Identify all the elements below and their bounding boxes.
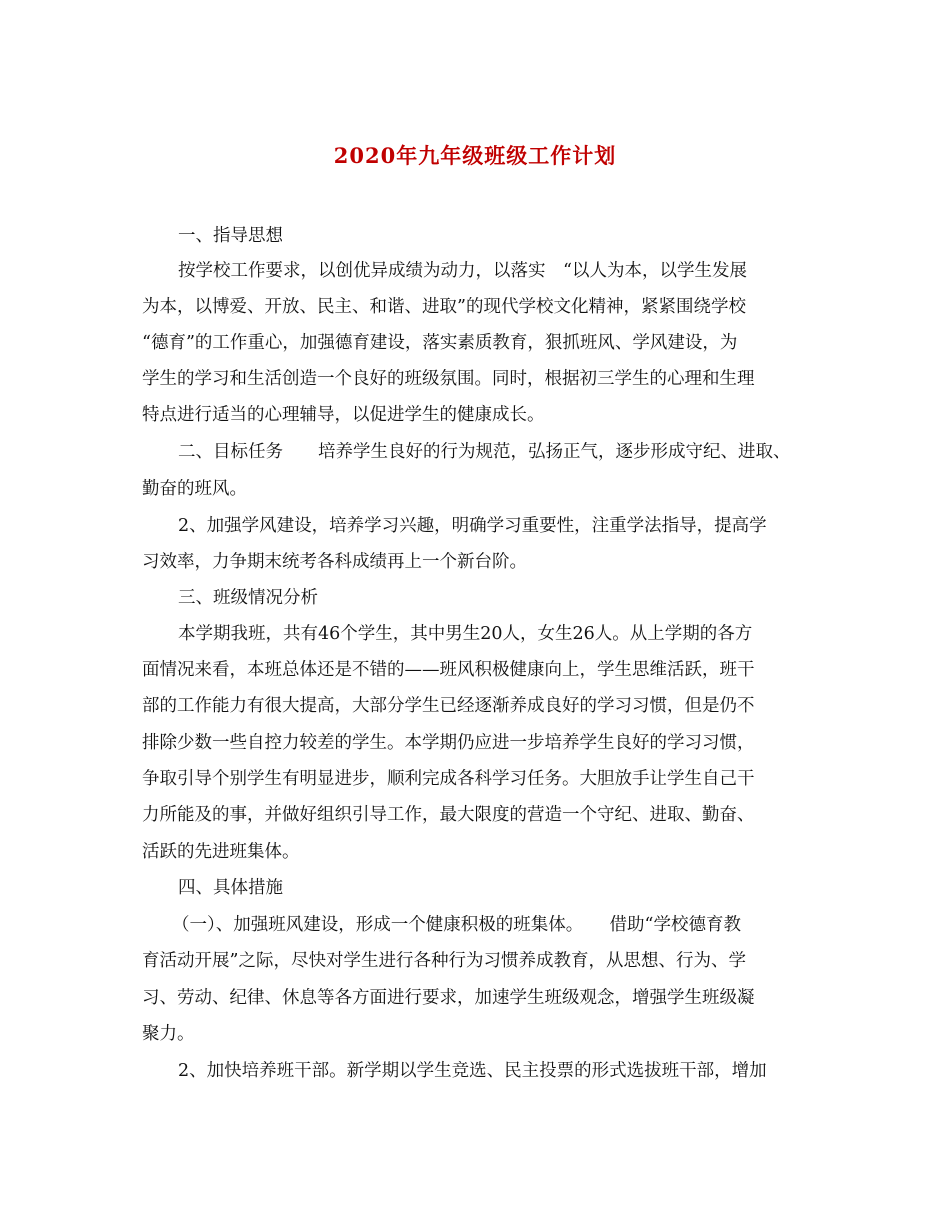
text-line: 本学期我班，共有46个学生，其中男生20人，女生26人。从上学期的各方 [178,624,753,644]
text-line: 聚力。 [142,1024,195,1044]
text-line: 一、指导思想 [178,226,283,246]
text-line: 活跃的先进班集体。 [142,842,300,862]
text-line: 特点进行适当的心理辅导，以促进学生的健康成长。 [142,405,545,425]
text-line: 按学校工作要求，以创优异成绩为动力，以落实 “以人为本，以学生发展 [178,261,747,281]
text-line: 习效率，力争期末统考各科成绩再上一个新台阶。 [142,552,527,572]
text-line: 学生的学习和生活创造一个良好的班级氛围。同时，根据初三学生的心理和生理 [142,369,755,389]
text-line: 二、目标任务 培养学生良好的行为规范，弘扬正气，逐步形成守纪、进取、 [178,442,791,462]
text-line: 排除少数一些自控力较差的学生。本学期仍应进一步培养学生良好的学习习惯， [142,733,755,753]
text-line: 2、加快培养班干部。新学期以学生竞选、民主投票的形式选拔班干部，增加 [178,1061,767,1081]
text-line: （一）、加强班风建设，形成一个健康积极的班集体。 借助“学校德育教 [172,915,741,935]
text-line: 2、加强学风建设，培养学习兴趣，明确学习重要性，注重学法指导，提高学 [178,516,767,536]
text-line: 为本，以博爱、开放、民主、和谐、进取”的现代学校文化精神，紧紧围绕学校 [142,297,746,317]
text-line: 育活动开展”之际，尽快对学生进行各种行为习惯养成教育，从思想、行为、学 [142,951,746,971]
text-line: 勤奋的班风。 [142,479,247,499]
text-line: 力所能及的事，并做好组织引导工作，最大限度的营造一个守纪、进取、勤奋、 [142,805,755,825]
text-line: 习、劳动、纪律、休息等各方面进行要求，加速学生班级观念，增强学生班级凝 [142,988,755,1008]
text-line: 四、具体措施 [178,878,283,898]
text-line: 三、班级情况分析 [178,588,318,608]
text-line: “德育”的工作重心，加强德育建设，落实素质教育，狠抓班风、学风建设，为 [142,333,738,353]
text-line: 部的工作能力有很大提高，大部分学生已经逐渐养成良好的学习习惯，但是仍不 [142,696,755,716]
document-title: 2020年九年级班级工作计划 [333,143,617,168]
text-line: 面情况来看，本班总体还是不错的——班风积极健康向上，学生思维活跃，班干 [142,660,755,680]
text-line: 争取引导个别学生有明显进步，顺利完成各科学习任务。大胆放手让学生自己干 [142,769,755,789]
